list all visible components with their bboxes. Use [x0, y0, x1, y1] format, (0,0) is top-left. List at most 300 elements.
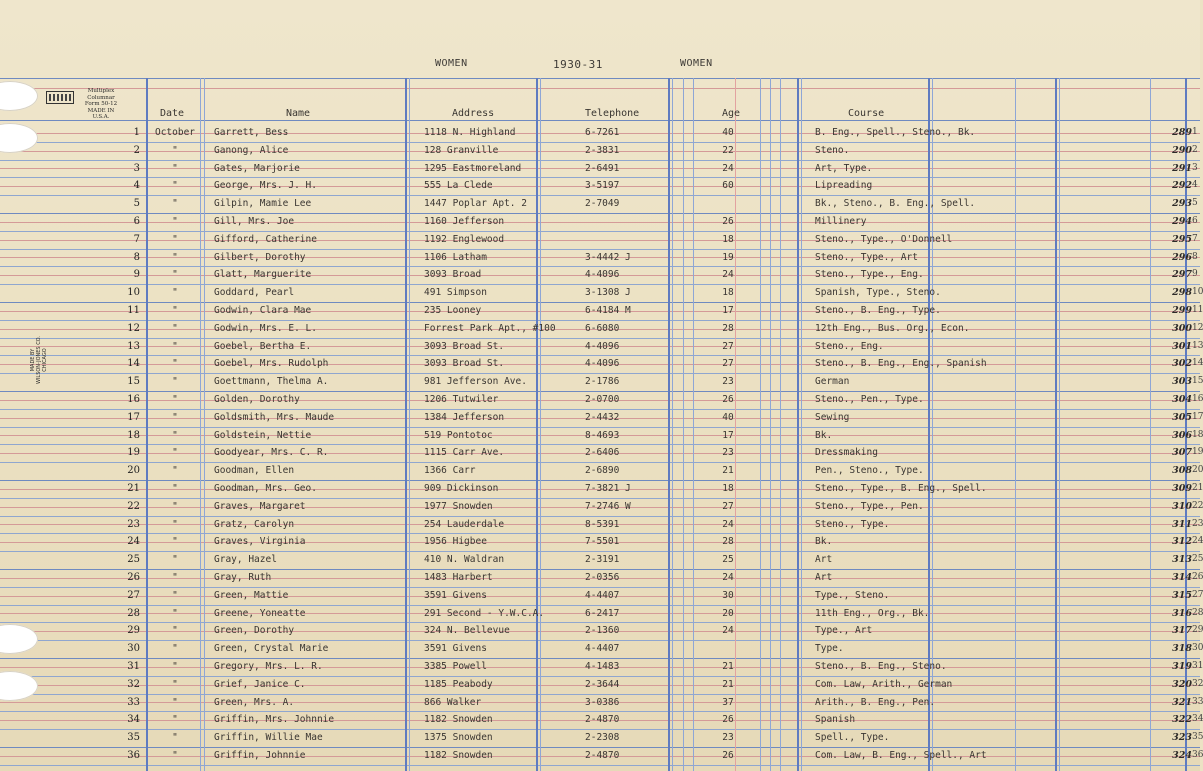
- address-cell: 981 Jefferson Ave.: [424, 376, 527, 387]
- address-cell: 1375 Snowden: [424, 732, 493, 743]
- course-cell: Steno., Eng.: [815, 341, 884, 352]
- serial-number: 322: [1172, 714, 1192, 725]
- age-cell: 26: [722, 714, 734, 725]
- age-cell: 19: [722, 252, 734, 263]
- course-cell: Steno., Type., B. Eng., Spell.: [815, 483, 987, 494]
- course-cell: Bk., Steno., B. Eng., Spell.: [815, 198, 976, 209]
- serial-number: 323: [1172, 732, 1192, 743]
- serial-number: 293: [1172, 198, 1192, 209]
- serial-number: 303: [1172, 376, 1192, 387]
- course-cell: Art, Type.: [815, 163, 873, 174]
- form-badge: [80, 88, 122, 121]
- edge-number: 27: [1192, 590, 1203, 600]
- serial-number: 320: [1172, 679, 1192, 690]
- age-cell: 26: [722, 750, 734, 761]
- serial-number: 298: [1172, 287, 1192, 298]
- ledger-row: [0, 213, 1200, 231]
- serial-number: 295: [1172, 234, 1192, 245]
- edge-number: 17: [1192, 412, 1203, 422]
- ledger-row: [0, 302, 1203, 320]
- age-cell: 23: [722, 732, 734, 743]
- ledger-row: [0, 355, 1203, 373]
- address-cell: 1185 Peabody: [424, 679, 493, 690]
- row-number: 4: [133, 180, 140, 191]
- age-cell: 23: [722, 447, 734, 458]
- date-cell: ": [172, 269, 178, 280]
- edge-number: 9: [1192, 269, 1198, 279]
- binder-hole: [0, 81, 38, 111]
- row-number: 21: [127, 483, 140, 494]
- row-number: 17: [127, 412, 140, 423]
- date-cell: ": [172, 643, 178, 654]
- telephone-cell: 2-4870: [585, 714, 620, 725]
- name-cell: Gilpin, Mamie Lee: [214, 198, 312, 209]
- serial-number: 297: [1172, 269, 1192, 280]
- name-cell: Golden, Dorothy: [214, 394, 300, 405]
- name-cell: Goebel, Mrs. Rudolph: [214, 358, 329, 369]
- row-number: 6: [133, 216, 140, 227]
- telephone-cell: 6-7261: [585, 127, 620, 138]
- date-cell: ": [172, 447, 178, 458]
- row-number: 36: [127, 750, 140, 761]
- age-cell: 17: [722, 430, 734, 441]
- address-cell: 1182 Snowden: [424, 714, 493, 725]
- address-cell: 291 Second - Y.W.C.A.: [424, 608, 545, 619]
- telephone-cell: 2-3191: [585, 554, 620, 565]
- age-cell: 24: [722, 519, 734, 530]
- serial-number: 321: [1172, 697, 1192, 708]
- name-cell: Goebel, Bertha E.: [214, 341, 312, 352]
- ledger-row: [0, 605, 1203, 623]
- row-number: 14: [127, 358, 140, 369]
- badge-line-1: Multiplex Columnar: [87, 88, 115, 101]
- age-cell: 18: [722, 234, 734, 245]
- serial-number: 315: [1172, 590, 1192, 601]
- row-number: 11: [127, 305, 140, 316]
- row-number: 7: [133, 234, 140, 245]
- telephone-cell: 6-2417: [585, 608, 620, 619]
- date-cell: ": [172, 358, 178, 369]
- course-cell: Pen., Steno., Type.: [815, 465, 924, 476]
- ledger-row: [0, 640, 1203, 658]
- name-cell: Godwin, Clara Mae: [214, 305, 312, 316]
- telephone-cell: 2-2308: [585, 732, 620, 743]
- date-cell: ": [172, 323, 178, 334]
- age-cell: 21: [722, 465, 734, 476]
- row-number: 32: [127, 679, 140, 690]
- serial-number: 300: [1172, 323, 1192, 334]
- telephone-cell: 2-3831: [585, 145, 620, 156]
- edge-number: 35: [1192, 732, 1203, 742]
- row-number: 10: [127, 287, 140, 298]
- serial-number: 290: [1172, 145, 1192, 156]
- ledger-row: [0, 729, 1203, 747]
- date-cell: ": [172, 732, 178, 743]
- ledger-row: [0, 622, 1203, 640]
- name-cell: Gray, Hazel: [214, 554, 277, 565]
- address-cell: 1977 Snowden: [424, 501, 493, 512]
- course-cell: B. Eng., Spell., Steno., Bk.: [815, 127, 976, 138]
- telephone-cell: 2-6890: [585, 465, 620, 476]
- date-cell: ": [172, 430, 178, 441]
- course-cell: German: [815, 376, 850, 387]
- date-cell: ": [172, 145, 178, 156]
- ledger-row: [0, 320, 1203, 338]
- course-cell: Steno., Type., Art: [815, 252, 918, 263]
- address-cell: 3093 Broad: [424, 269, 482, 280]
- ledger-row: [0, 480, 1203, 498]
- date-cell: ": [172, 697, 178, 708]
- telephone-cell: 3-1308 J: [585, 287, 631, 298]
- telephone-cell: 4-4096: [585, 269, 620, 280]
- edge-number: 13: [1192, 341, 1203, 351]
- address-cell: 1115 Carr Ave.: [424, 447, 505, 458]
- telephone-cell: 2-3644: [585, 679, 620, 690]
- date-cell: ": [172, 679, 178, 690]
- name-cell: Gregory, Mrs. L. R.: [214, 661, 323, 672]
- name-cell: Goodman, Mrs. Geo.: [214, 483, 317, 494]
- course-cell: Bk.: [815, 536, 833, 547]
- serial-number: 301: [1172, 341, 1192, 352]
- ledger-row: [0, 284, 1203, 302]
- telephone-cell: 2-7049: [585, 198, 620, 209]
- ledger-row: [0, 266, 1200, 284]
- address-cell: 519 Pontotoc: [424, 430, 493, 441]
- serial-number: 312: [1172, 536, 1192, 547]
- address-cell: 410 N. Waldran: [424, 554, 505, 565]
- edge-number: 7: [1192, 234, 1198, 244]
- serial-number: 299: [1172, 305, 1192, 316]
- serial-number: 305: [1172, 412, 1192, 423]
- telephone-cell: 4-4096: [585, 358, 620, 369]
- age-cell: 22: [722, 145, 734, 156]
- address-cell: 866 Walker: [424, 697, 482, 708]
- row-number: 29: [127, 625, 140, 636]
- top-rule: [0, 78, 1200, 79]
- course-cell: Lipreading: [815, 180, 873, 191]
- row-number: 12: [127, 323, 140, 334]
- age-cell: 60: [722, 180, 734, 191]
- row-number: 34: [127, 714, 140, 725]
- telephone-cell: 3-5197: [585, 180, 620, 191]
- course-cell: Spanish, Type., Steno.: [815, 287, 941, 298]
- row-number: 22: [127, 501, 140, 512]
- telephone-cell: 2-0356: [585, 572, 620, 583]
- age-cell: 28: [722, 536, 734, 547]
- edge-number: 11: [1192, 305, 1203, 315]
- edge-number: 32: [1192, 679, 1203, 689]
- row-number: 23: [127, 519, 140, 530]
- course-cell: Art: [815, 554, 833, 565]
- edge-number: 2: [1192, 145, 1198, 155]
- ledger-row: [0, 409, 1203, 427]
- name-cell: Goldstein, Nettie: [214, 430, 312, 441]
- ledger-row: [0, 249, 1200, 267]
- date-cell: ": [172, 234, 178, 245]
- header-year: 1930-31: [553, 58, 603, 71]
- course-cell: Steno., B. Eng., Steno.: [815, 661, 947, 672]
- ledger-row: [0, 338, 1203, 356]
- name-cell: Godwin, Mrs. E. L.: [214, 323, 317, 334]
- age-cell: 37: [722, 697, 734, 708]
- course-cell: Bk.: [815, 430, 833, 441]
- telephone-cell: 8-4693: [585, 430, 620, 441]
- address-cell: 1447 Poplar Apt. 2: [424, 198, 527, 209]
- date-cell: ": [172, 180, 178, 191]
- column-header-telephone: Telephone: [585, 108, 640, 119]
- name-cell: Goddard, Pearl: [214, 287, 295, 298]
- telephone-cell: 7-2746 W: [585, 501, 631, 512]
- edge-number: 12: [1192, 323, 1203, 333]
- telephone-cell: 3-4442 J: [585, 252, 631, 263]
- name-cell: Griffin, Willie Mae: [214, 732, 323, 743]
- edge-number: 33: [1192, 697, 1203, 707]
- row-number: 27: [127, 590, 140, 601]
- ledger-row: [0, 711, 1203, 729]
- serial-number: 314: [1172, 572, 1192, 583]
- date-cell: ": [172, 341, 178, 352]
- name-cell: Garrett, Bess: [214, 127, 289, 138]
- edge-number: 24: [1192, 536, 1203, 546]
- date-cell: ": [172, 252, 178, 263]
- header-women-right: WOMEN: [680, 58, 713, 69]
- course-cell: Steno., Type., Eng.: [815, 269, 924, 280]
- address-cell: 3093 Broad St.: [424, 358, 505, 369]
- edge-number: 16: [1192, 394, 1203, 404]
- age-cell: 18: [722, 483, 734, 494]
- age-cell: 24: [722, 163, 734, 174]
- age-cell: 25: [722, 554, 734, 565]
- address-cell: 235 Looney: [424, 305, 482, 316]
- date-cell: ": [172, 590, 178, 601]
- ledger-row: [0, 516, 1203, 534]
- ledger-row: [0, 391, 1203, 409]
- address-cell: 3591 Givens: [424, 590, 487, 601]
- ledger-row: [0, 551, 1203, 569]
- date-cell: ": [172, 572, 178, 583]
- ledger-row: [0, 444, 1203, 462]
- address-cell: Forrest Park Apt., #100: [424, 323, 556, 334]
- course-cell: Steno., B. Eng., Eng., Spanish: [815, 358, 987, 369]
- name-cell: Green, Mattie: [214, 590, 289, 601]
- address-cell: 1366 Carr: [424, 465, 476, 476]
- column-header-age: Age: [722, 108, 741, 119]
- telephone-cell: 2-1786: [585, 376, 620, 387]
- edge-number: 26: [1192, 572, 1203, 582]
- ledger-row: [0, 533, 1203, 551]
- name-cell: Gifford, Catherine: [214, 234, 317, 245]
- edge-number: 5: [1192, 198, 1198, 208]
- name-cell: Gratz, Carolyn: [214, 519, 295, 530]
- row-number: 33: [127, 697, 140, 708]
- edge-number: 1: [1192, 127, 1198, 137]
- address-cell: 1106 Latham: [424, 252, 487, 263]
- age-cell: 30: [722, 590, 734, 601]
- date-cell: ": [172, 163, 178, 174]
- edge-number: 30: [1192, 643, 1203, 653]
- telephone-cell: 4-4096: [585, 341, 620, 352]
- edge-number: 14: [1192, 358, 1203, 368]
- ledger-row: [0, 498, 1203, 516]
- edge-number: 18: [1192, 430, 1203, 440]
- ledger-row: [0, 658, 1203, 676]
- edge-number: 31: [1192, 661, 1203, 671]
- age-cell: 20: [722, 608, 734, 619]
- date-cell: ": [172, 661, 178, 672]
- telephone-cell: 2-1360: [585, 625, 620, 636]
- telephone-cell: 6-4184 M: [585, 305, 631, 316]
- edge-number: 19: [1192, 447, 1203, 457]
- course-cell: Steno., B. Eng., Type.: [815, 305, 941, 316]
- name-cell: Gilbert, Dorothy: [214, 252, 306, 263]
- row-number: 20: [127, 465, 140, 476]
- course-cell: 12th Eng., Bus. Org., Econ.: [815, 323, 970, 334]
- telephone-cell: 4-4407: [585, 590, 620, 601]
- address-cell: 3093 Broad St.: [424, 341, 505, 352]
- date-cell: ": [172, 501, 178, 512]
- edge-number: 29: [1192, 625, 1203, 635]
- edge-number: 4: [1192, 180, 1198, 190]
- date-cell: ": [172, 750, 178, 761]
- ledger-row: [0, 694, 1203, 712]
- serial-number: 291: [1172, 163, 1192, 174]
- row-number: 16: [127, 394, 140, 405]
- name-cell: Griffin, Mrs. Johnnie: [214, 714, 335, 725]
- row-number: 3: [133, 163, 140, 174]
- column-header-date: Date: [160, 108, 185, 119]
- address-cell: 491 Simpson: [424, 287, 487, 298]
- edge-number: 36: [1192, 750, 1203, 760]
- age-cell: 27: [722, 358, 734, 369]
- course-cell: Spell., Type.: [815, 732, 890, 743]
- address-cell: 1118 N. Highland: [424, 127, 516, 138]
- address-cell: 128 Granville: [424, 145, 499, 156]
- date-cell: October: [154, 127, 196, 138]
- header-rule: [0, 88, 1200, 89]
- serial-number: 308: [1172, 465, 1192, 476]
- name-cell: Green, Mrs. A.: [214, 697, 295, 708]
- name-cell: Goodyear, Mrs. C. R.: [214, 447, 329, 458]
- course-cell: Type.: [815, 643, 844, 654]
- address-cell: 1956 Higbee: [424, 536, 487, 547]
- age-cell: 21: [722, 679, 734, 690]
- header-women-left: WOMEN: [435, 58, 468, 69]
- course-cell: Millinery: [815, 216, 867, 227]
- badge-line-3: MADE IN U.S.A.: [87, 107, 115, 120]
- serial-number: 296: [1172, 252, 1192, 263]
- edge-number: 8: [1192, 252, 1198, 262]
- edge-number: 6: [1192, 216, 1198, 226]
- serial-number: 302: [1172, 358, 1192, 369]
- date-cell: ": [172, 305, 178, 316]
- ledger-row: [0, 177, 1200, 195]
- maker-line-3: CHICAGO: [42, 348, 48, 372]
- edge-number: 23: [1192, 519, 1203, 529]
- row-number: 2: [133, 145, 140, 156]
- course-cell: Com. Law, Arith., German: [815, 679, 953, 690]
- name-cell: Glatt, Marguerite: [214, 269, 312, 280]
- name-cell: Goldsmith, Mrs. Maude: [214, 412, 335, 423]
- ledger-row: [0, 231, 1200, 249]
- row-rule: [0, 765, 1200, 766]
- maker-line-1: MADE BY: [30, 348, 36, 372]
- row-number: 1: [133, 127, 140, 138]
- course-cell: Type., Art: [815, 625, 873, 636]
- name-cell: Green, Crystal Marie: [214, 643, 329, 654]
- telephone-cell: 2-6491: [585, 163, 620, 174]
- name-cell: Graves, Margaret: [214, 501, 306, 512]
- serial-number: 309: [1172, 483, 1192, 494]
- edge-number: 25: [1192, 554, 1203, 564]
- serial-number: 289: [1172, 127, 1192, 138]
- ledger-row: [0, 195, 1200, 213]
- edge-number: 10: [1192, 287, 1203, 297]
- serial-number: 316: [1172, 608, 1192, 619]
- edge-number: 20: [1192, 465, 1203, 475]
- name-cell: Gray, Ruth: [214, 572, 272, 583]
- date-cell: ": [172, 412, 178, 423]
- address-cell: 254 Lauderdale: [424, 519, 505, 530]
- column-header-address: Address: [452, 108, 495, 119]
- ledger-row: [0, 569, 1203, 587]
- telephone-cell: 6-6080: [585, 323, 620, 334]
- address-cell: 1206 Tutwiler: [424, 394, 499, 405]
- date-cell: ": [172, 519, 178, 530]
- telephone-cell: 2-4432: [585, 412, 620, 423]
- row-number: 8: [133, 252, 140, 263]
- ledger-row: [0, 462, 1203, 480]
- telephone-cell: 2-0700: [585, 394, 620, 405]
- telephone-cell: 4-1483: [585, 661, 620, 672]
- ledger-row: [0, 676, 1203, 694]
- date-cell: ": [172, 608, 178, 619]
- ledger-row: [0, 373, 1203, 391]
- ledger-row: [0, 747, 1203, 765]
- address-cell: 1192 Englewood: [424, 234, 505, 245]
- course-cell: Steno., Type.: [815, 519, 890, 530]
- date-cell: ": [172, 554, 178, 565]
- row-number: 5: [133, 198, 140, 209]
- telephone-cell: 2-6406: [585, 447, 620, 458]
- address-cell: 909 Dickinson: [424, 483, 499, 494]
- ledger-row: [0, 427, 1203, 445]
- edge-number: 22: [1192, 501, 1203, 511]
- serial-number: 311: [1172, 519, 1192, 530]
- course-cell: Com. Law, B. Eng., Spell., Art: [815, 750, 987, 761]
- course-cell: Type., Steno.: [815, 590, 890, 601]
- date-cell: ": [172, 625, 178, 636]
- maker-line-2: WILSON-JONES CO.: [36, 335, 42, 385]
- address-cell: 1182 Snowden: [424, 750, 493, 761]
- name-cell: Goodman, Ellen: [214, 465, 295, 476]
- date-cell: ": [172, 198, 178, 209]
- edge-number: 3: [1192, 163, 1198, 173]
- date-cell: ": [172, 483, 178, 494]
- brand-logo: [46, 91, 74, 104]
- course-cell: Steno.: [815, 145, 850, 156]
- row-number: 15: [127, 376, 140, 387]
- date-cell: ": [172, 376, 178, 387]
- edge-number: 28: [1192, 608, 1203, 618]
- age-cell: 24: [722, 269, 734, 280]
- column-header-course: Course: [848, 108, 885, 119]
- ledger-row: [0, 587, 1203, 605]
- date-cell: ": [172, 465, 178, 476]
- name-cell: Ganong, Alice: [214, 145, 289, 156]
- serial-number: 306: [1172, 430, 1192, 441]
- age-cell: 27: [722, 501, 734, 512]
- row-number: 30: [127, 643, 140, 654]
